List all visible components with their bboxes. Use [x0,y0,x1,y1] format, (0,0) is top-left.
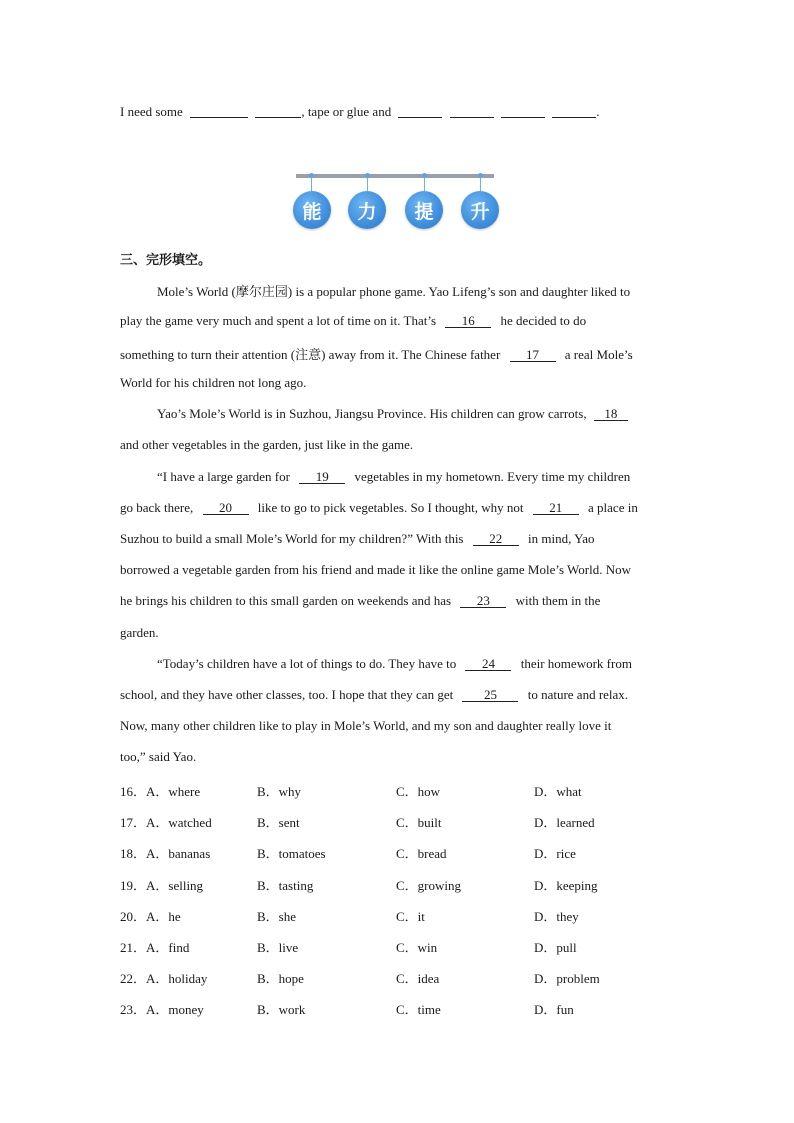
option-a[interactable]: A．he [146,908,181,924]
blank-24[interactable]: 24 [465,657,511,671]
option-a[interactable]: A．watched [146,815,212,831]
option-a[interactable]: A．selling [146,877,204,893]
option-d[interactable]: D．what [534,784,582,799]
passage-line: Suzhou to build a small Mole’s World for my children?” With this 22 in mind, Yao [120,531,595,546]
option-c[interactable]: C．idea [396,971,440,987]
answer-blank[interactable] [398,104,442,118]
passage-line: play the game very much and spent a lot of time on it. That’s 16 he decided to do [120,313,587,328]
passage-line: he brings his children to this small garden on weekends and has 23 with them in the [120,593,601,608]
passage-line: go back there, 20 like to go to pick vegetables. So I thought, why not 21 a place in [120,500,638,515]
option-b[interactable]: B．work [257,1002,306,1018]
answer-blank[interactable] [501,104,545,118]
option-d[interactable]: D．keeping [534,877,598,893]
passage-line: Now, many other children like to play in Mole’s World, and my son and daughter really love it [120,718,612,733]
passage-line: Yao’s Mole’s World is in Suzhou, Jiangsu Province. His children can grow carrots, 18 [157,406,628,422]
question-number: 23． [120,1002,147,1018]
blank-17[interactable]: 17 [510,348,556,362]
option-c[interactable]: C．time [396,1002,441,1018]
option-c[interactable]: C．bread [396,846,447,862]
option-b[interactable]: B．hope [257,971,304,987]
blank-18[interactable]: 18 [594,407,628,421]
option-c[interactable]: C．built [396,815,442,831]
badge-bar [296,174,494,178]
option-a[interactable]: A．bananas [146,846,211,862]
blank-19[interactable]: 19 [299,470,345,484]
passage-line: school, and they have other classes, too. I hope that they can get 25 to nature and relax. [120,687,629,702]
option-b[interactable]: B．sent [257,815,300,831]
option-a[interactable]: A．money [146,1002,204,1018]
answer-blank[interactable] [450,104,494,118]
option-b[interactable]: B．live [257,940,299,955]
option-d[interactable]: D．they [534,908,579,924]
badge-char: 升 [461,191,499,229]
question-number: 18． [120,846,147,862]
passage-line: “Today’s children have a lot of things to do. They have to 24 their homework from [157,656,632,671]
option-b[interactable]: B．why [257,784,302,799]
question-number: 21． [120,940,147,955]
option-c[interactable]: C．it [396,908,425,924]
option-d[interactable]: D．pull [534,940,577,955]
question-number: 19． [120,877,147,893]
question-number: 16． [120,784,147,799]
badge-char: 提 [405,191,443,229]
blank-21[interactable]: 21 [533,501,579,515]
passage-line: too,” said Yao. [120,749,197,764]
blank-16[interactable]: 16 [445,314,491,328]
option-d[interactable]: D．problem [534,971,600,987]
blank-22[interactable]: 22 [473,532,519,546]
option-c[interactable]: C．growing [396,877,462,893]
badge-char: 能 [293,191,331,229]
option-c[interactable]: C．win [396,940,438,955]
option-a[interactable]: A．holiday [146,971,208,987]
blank-20[interactable]: 20 [203,501,249,515]
question-number: 22． [120,971,147,987]
option-d[interactable]: D．learned [534,815,595,831]
badge-char: 力 [348,191,386,229]
question-number: 17． [120,815,147,831]
option-d[interactable]: D．rice [534,846,576,862]
option-b[interactable]: B．she [257,908,297,924]
passage-line: Mole’s World (摩尔庄园) is a popular phone game. Yao Lifeng’s son and daughter liked to [157,284,631,299]
option-a[interactable]: A．where [146,784,201,799]
blank-25[interactable]: 25 [462,688,518,702]
top-sentence: I need some , tape or glue and . [120,104,600,119]
section-title: 三、完形填空。 [120,253,212,268]
passage-line: borrowed a vegetable garden from his friend and made it like the online game Mole’s World. Now [120,562,631,577]
question-number: 20． [120,908,147,924]
passage-line: and other vegetables in the garden, just like in the game. [120,437,414,452]
option-b[interactable]: B．tomatoes [257,846,326,862]
answer-blank[interactable] [552,104,596,118]
passage-line: something to turn their attention (注意) away from it. The Chinese father 17 a real Mole’s [120,347,633,362]
passage-line: World for his children not long ago. [120,375,307,390]
option-a[interactable]: A．find [146,940,190,955]
option-d[interactable]: D．fun [534,1002,574,1018]
blank-23[interactable]: 23 [460,594,506,608]
option-b[interactable]: B．tasting [257,877,314,893]
answer-blank[interactable] [190,104,248,118]
answer-blank[interactable] [255,104,301,118]
passage-line: “I have a large garden for 19 vegetables in my hometown. Every time my children [157,469,631,484]
option-c[interactable]: C．how [396,784,441,799]
passage-line: garden. [120,625,159,640]
